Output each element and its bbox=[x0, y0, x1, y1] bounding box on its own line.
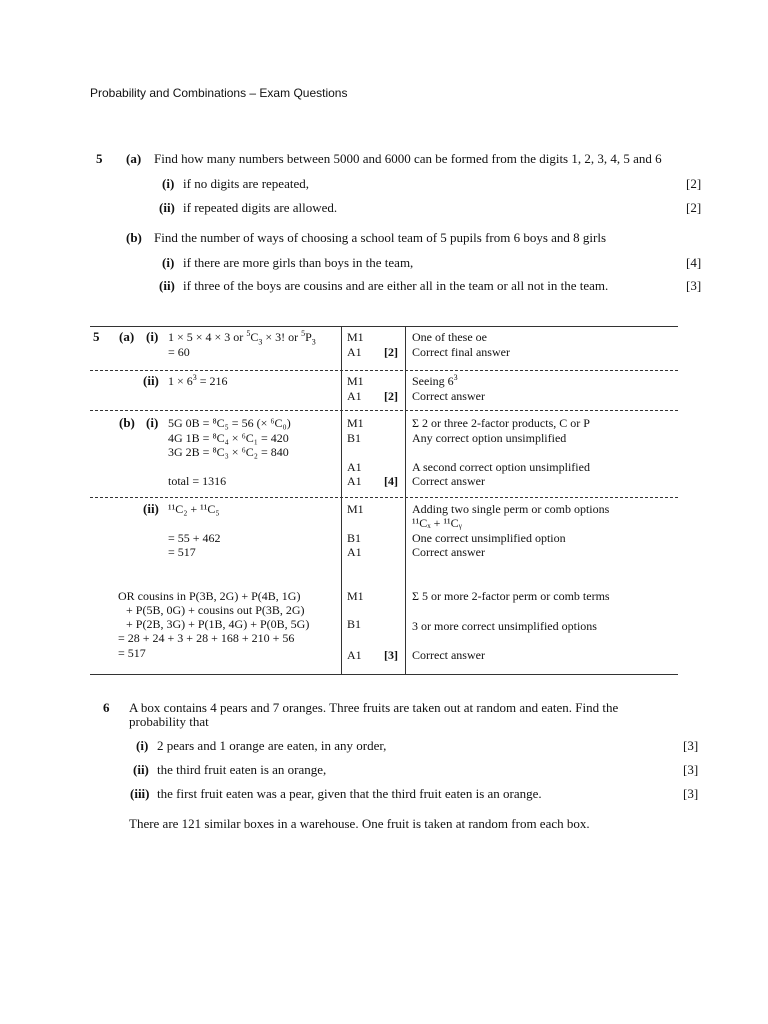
working-line: ¹¹C₂ + ¹¹C₅ bbox=[168, 502, 220, 516]
marks: [2] bbox=[686, 176, 702, 191]
working-text: = 216 bbox=[196, 374, 228, 388]
guidance-text: Any correct option unsimplified bbox=[412, 431, 567, 445]
question-number: 6 bbox=[103, 700, 110, 715]
mark-code: M1 bbox=[347, 416, 364, 430]
working-line: = 28 + 24 + 3 + 28 + 168 + 210 + 56 bbox=[118, 631, 295, 645]
mark-total: [3] bbox=[384, 648, 398, 662]
mark-code: M1 bbox=[347, 502, 364, 516]
subpart-text: if no digits are repeated, bbox=[183, 176, 309, 191]
mark-code: M1 bbox=[347, 374, 364, 388]
subpart-label: (ii) bbox=[143, 373, 159, 388]
mark-code: M1 bbox=[347, 589, 364, 603]
mark-total: [4] bbox=[384, 474, 398, 488]
mark-code: M1 bbox=[347, 330, 364, 344]
question-text: Find the number of ways of choosing a school team of 5 pupils from 6 boys and 8 girls bbox=[154, 230, 607, 245]
mark-code: B1 bbox=[347, 531, 362, 545]
mark-code: B1 bbox=[347, 431, 362, 445]
part-label: (b) bbox=[126, 230, 142, 245]
guidance-text: One of these oe bbox=[412, 330, 487, 344]
working-line: = 517 bbox=[118, 646, 146, 660]
subpart-text: the third fruit eaten is an orange, bbox=[157, 762, 327, 777]
subpart-label: (i) bbox=[146, 415, 159, 430]
marks: [3] bbox=[683, 786, 699, 801]
marks: [3] bbox=[686, 278, 702, 293]
marks: [3] bbox=[683, 738, 699, 753]
row-divider bbox=[90, 497, 678, 498]
mark-total: [2] bbox=[384, 389, 398, 403]
guidance-text: Correct answer bbox=[412, 389, 485, 403]
working-text: 1 × 6 bbox=[168, 374, 193, 388]
marks: [3] bbox=[683, 762, 699, 777]
working-line: OR cousins in P(3B, 2G) + P(4B, 1G) bbox=[118, 589, 301, 603]
guidance-text: Correct answer bbox=[412, 648, 485, 662]
question-text: Find how many numbers between 5000 and 6000 can be formed from the digits 1, 2, 3, 4, 5 and 6 bbox=[154, 151, 662, 166]
mark-code: A1 bbox=[347, 345, 362, 359]
subpart-label: (i) bbox=[136, 738, 149, 753]
guidance-text: Adding two single perm or comb options bbox=[412, 502, 610, 516]
table-top-border bbox=[90, 326, 678, 327]
column-divider bbox=[341, 326, 342, 674]
working-text: P bbox=[305, 330, 312, 344]
subpart-text: if repeated digits are allowed. bbox=[183, 200, 338, 215]
guidance-text: Correct final answer bbox=[412, 345, 510, 359]
guidance-text: One correct unsimplified option bbox=[412, 531, 566, 545]
table-bottom-border bbox=[90, 674, 678, 675]
subscript: 3 bbox=[311, 337, 316, 347]
superscript: 3 bbox=[192, 373, 197, 382]
mark-total: [2] bbox=[384, 345, 398, 359]
subpart-label: (iii) bbox=[130, 786, 150, 801]
subpart-label: (ii) bbox=[133, 762, 149, 777]
subscript: 3 bbox=[258, 337, 263, 347]
working-line: + P(2B, 3G) + P(1B, 4G) + P(0B, 5G) bbox=[126, 617, 310, 631]
guidance-text: ¹¹Cₓ + ¹¹Cᵧ bbox=[412, 516, 462, 530]
working-text: × 3! or bbox=[262, 330, 302, 344]
subpart-label: (i) bbox=[146, 329, 159, 344]
guidance-text: A second correct option unsimplified bbox=[412, 460, 590, 474]
guidance-line bbox=[412, 374, 458, 388]
marks: [4] bbox=[686, 255, 702, 270]
subpart-label: (ii) bbox=[143, 501, 159, 516]
working-line: = 55 + 462 bbox=[168, 531, 221, 545]
subpart-text: if there are more girls than boys in the team, bbox=[183, 255, 414, 270]
row-divider bbox=[90, 410, 678, 411]
guidance-text: Correct answer bbox=[412, 474, 485, 488]
working-line: 3G 2B = ⁸C₃ × ⁶C₂ = 840 bbox=[168, 445, 289, 459]
subpart-label: (i) bbox=[162, 255, 175, 270]
subpart-text: the first fruit eaten was a pear, given that the third fruit eaten is an orange. bbox=[157, 786, 542, 801]
page-title: Probability and Combinations – Exam Questions bbox=[90, 86, 348, 100]
guidance-text: Σ 2 or three 2-factor products, C or P bbox=[412, 416, 590, 430]
column-divider bbox=[405, 326, 406, 674]
superscript: 3 bbox=[453, 373, 458, 382]
superscript: 5 bbox=[301, 329, 306, 338]
part-label: (a) bbox=[126, 151, 142, 166]
working-text: 1 × 5 × 4 × 3 or bbox=[168, 330, 247, 344]
mark-code: A1 bbox=[347, 545, 362, 559]
subpart-label: (ii) bbox=[159, 200, 175, 215]
part-label: (b) bbox=[119, 415, 135, 430]
working-line: total = 1316 bbox=[168, 474, 227, 488]
question-number: 5 bbox=[96, 151, 103, 166]
working-line bbox=[168, 329, 316, 347]
working-line: = 60 bbox=[168, 345, 190, 359]
subpart-text: if three of the boys are cousins and are either all in the team or all not in the team. bbox=[183, 278, 609, 293]
mark-code: A1 bbox=[347, 389, 362, 403]
scheme-question-number: 5 bbox=[93, 329, 100, 344]
working-line bbox=[168, 374, 228, 388]
working-line: 5G 0B = ⁸C₅ = 56 (× ⁶C₀) bbox=[168, 416, 291, 430]
working-line: + P(5B, 0G) + cousins out P(3B, 2G) bbox=[126, 603, 305, 617]
mark-code: A1 bbox=[347, 648, 362, 662]
working-line: 4G 1B = ⁸C₄ × ⁶C₁ = 420 bbox=[168, 431, 289, 445]
subpart-label: (i) bbox=[162, 176, 175, 191]
mark-code: A1 bbox=[347, 474, 362, 488]
subpart-text: 2 pears and 1 orange are eaten, in any order, bbox=[157, 738, 387, 753]
marks: [2] bbox=[686, 200, 702, 215]
row-divider bbox=[90, 370, 678, 371]
mark-code: B1 bbox=[347, 617, 362, 631]
working-text: C bbox=[250, 330, 259, 344]
subpart-label: (ii) bbox=[159, 278, 175, 293]
guidance-text: Correct answer bbox=[412, 545, 485, 559]
question-note: There are 121 similar boxes in a warehouse. One fruit is taken at random from each box. bbox=[129, 816, 590, 831]
working-line: = 517 bbox=[168, 545, 196, 559]
question-text: A box contains 4 pears and 7 oranges. Three fruits are taken out at random and eaten. Find the bbox=[129, 700, 619, 715]
guidance-text: Σ 5 or more 2-factor perm or comb terms bbox=[412, 589, 610, 603]
guidance-text: Seeing 6 bbox=[412, 374, 454, 388]
question-text: probability that bbox=[129, 714, 209, 729]
mark-code: A1 bbox=[347, 460, 362, 474]
superscript: 5 bbox=[246, 329, 251, 338]
guidance-text: 3 or more correct unsimplified options bbox=[412, 619, 597, 633]
part-label: (a) bbox=[119, 329, 135, 344]
